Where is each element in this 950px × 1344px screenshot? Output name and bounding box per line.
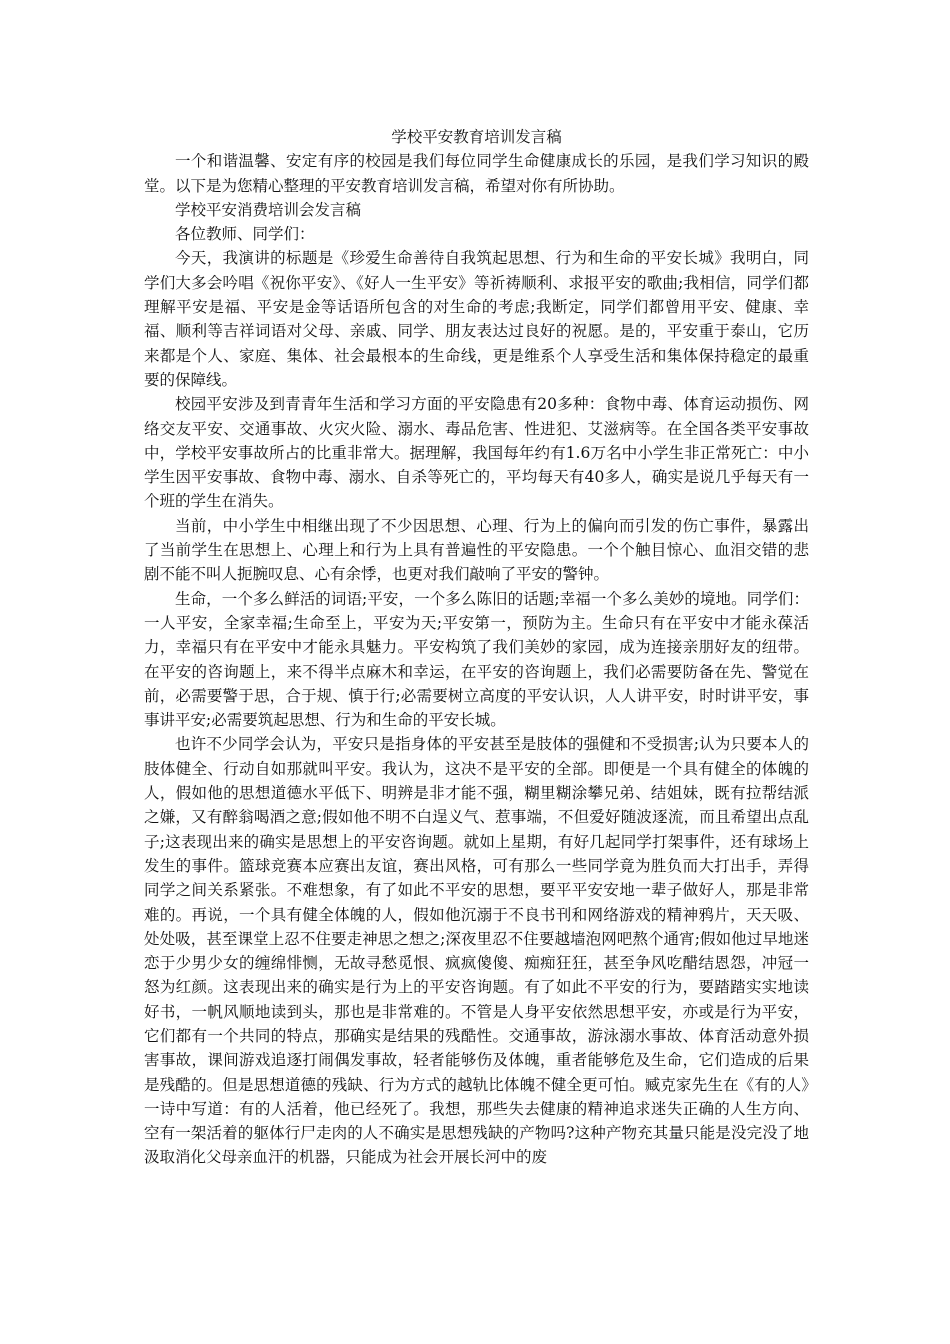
body-paragraph: 也许不少同学会认为，平安只是指身体的平安甚至是肢体的强健和不受损害;认为只要本人的肢体健全、行动自如那就叫平安。我认为，这决不是平安的全部。即便是一个具有健全的体魄的人，假如他的思想道德水平低下、明辨是非才能不强，糊里糊涂攀兄弟、结姐妹，既有拉帮结派之嫌，又有醉翁喝酒之意;假如他不明不白逞义气、惹事端，不但爱好随波逐流，而且希望出点乱子;这表现出来的确实是思想上的平安咨询题。就如上星期，有好几起同学打架事件，还有球场上发生的事件。篮球竞赛本应赛出友谊，赛出风格，可有那么一些同学竟为胜负而大打出手，弄得同学之间关系紧张。不难想象，有了如此不平安的思想，要平平安安地一辈子做好人，那是非常难的。再说，一个具有健全体魄的人，假如他沉溺于不良书刊和网络游戏的精神鸦片，天天吸、处处吸，甚至课堂上忍不住要走神思之想之;深夜里忍不住要越墙泡网吧熬个通宵;假如他过早地迷恋于少男少女的缠绵悱恻，无故寻愁觅恨、疯疯傻傻、痴痴狂狂，甚至争风吃醋结恩怨，冲冠一怒为红颜。这表现出来的确实是行为上的平安咨询题。有了如此不平安的行为，要踏踏实实地读好书，一帆风顺地读到头，那也是非常难的。不管是人身平安依然思想平安，亦或是行为平安，它们都有一个共同的特点，那确实是结果的残酷性。交通事故，游泳溺水事故、体育活动意外损害事故，课间游戏追逐打闹偶发事故，轻者能够伤及体魄，重者能够危及生命，它们造成的后果是残酷的。但是思想道德的残缺、行为方式的越轨比体魄不健全更可怕。臧克家先生在《有的人》一诗中写道：有的人活着，他已经死了。我想，那些失去健康的精神追求迷失正确的人生方向、空有一架活着的躯体行尸走肉的人不确实是思想残缺的产物吗?这种产物充其量只能是没完没了地汲取消化父母亲血汗的机器，只能成为社会开展长河中的废 (144, 735, 809, 1167)
body-paragraph: 校园平安涉及到青青年生活和学习方面的平安隐患有20多种：食物中毒、体育运动损伤、网络交友平安、交通事故、火灾火险、溺水、毒品危害、性进犯、艾滋病等。在全国各类平安事故中，学校平安事故所占的比重非常大。据理解，我国每年约有1.6万名中小学生非正常死亡：中小学生因平安事故、食物中毒、溺水、自杀等死亡的，平均每天有40多人，确实是说几乎每天有一个班的学生在消失。 (144, 395, 809, 511)
body-paragraph: 今天，我演讲的标题是《珍爱生命善待自我筑起思想、行为和生命的平安长城》我明白，同学们大多会吟唱《祝你平安》、《好人一生平安》等祈祷顺利、求报平安的歌曲;我相信，同学们都理解平安是福、平安是金等话语所包含的对生命的考虑;我断定，同学们都曾用平安、健康、幸福、顺利等吉祥词语对父母、亲戚、同学、朋友表达过良好的祝愿。是的，平安重于泰山，它历来都是个人、家庭、集体、社会最根本的生命线，更是维系个人享受生活和集体保持稳定的最重要的保障线。 (144, 249, 809, 389)
document-title: 学校平安教育培训发言稿 (391, 128, 562, 146)
document-page (144, 125, 809, 1170)
body-paragraph: 生命，一个多么鲜活的词语;平安，一个多么陈旧的话题;幸福一个多么美妙的境地。同学们：一人平安，全家幸福;生命至上，平安为天;平安第一，预防为主。生命只有在平安中才能永葆活力，幸福只有在平安中才能永具魅力。平安构筑了我们美妙的家园，成为连接亲朋好友的纽带。在平安的咨询题上，来不得半点麻木和幸运，在平安的咨询题上，我们必需要防备在先、警觉在前，必需要警于思，合于规、慎于行;必需要树立高度的平安认识，人人讲平安，时时讲平安，事事讲平安;必需要筑起思想、行为和生命的平安长城。 (144, 589, 809, 730)
salutation: 各位教师、同学们： (175, 225, 315, 244)
intro-paragraph: 一个和谐温馨、安定有序的校园是我们每位同学生命健康成长的乐园，是我们学习知识的殿堂。以下是为您精心整理的平安教育培训发言稿，希望对你有所协助。 (144, 152, 809, 195)
body-paragraph: 当前，中小学生中相继出现了不少因思想、心理、行为上的偏向而引发的伤亡事件，暴露出了当前学生在思想上、心理上和行为上具有普遍性的平安隐患。一个个触目惊心、血泪交错的悲剧不能不叫人扼腕叹息、心有余悸，也更对我们敲响了平安的警钟。 (144, 516, 809, 584)
section-heading: 学校平安消费培训会发言稿 (175, 200, 362, 219)
